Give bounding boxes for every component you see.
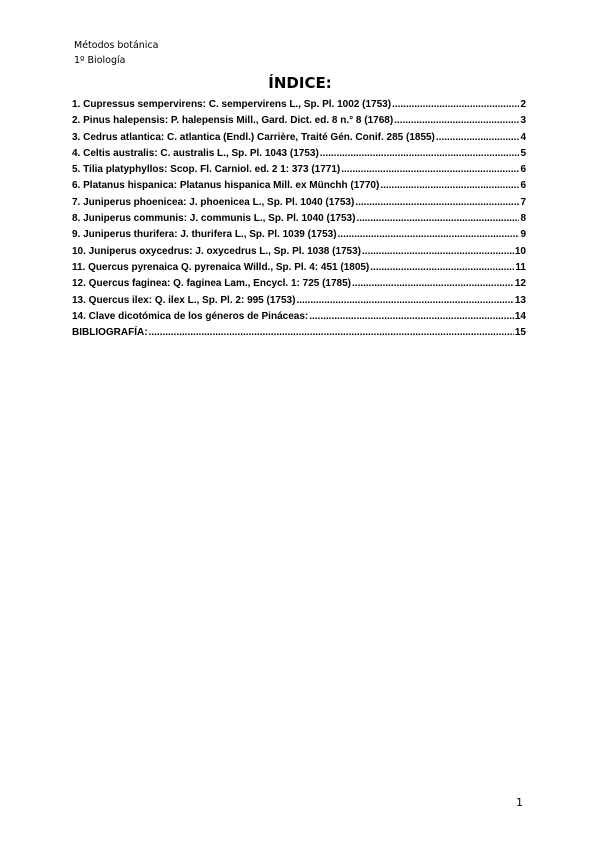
toc-entry-page: 4 [520, 131, 526, 143]
toc-entry-text: 1. Cupressus sempervirens: C. sempervirens L., Sp. Pl. 1002 (1753) [72, 99, 392, 110]
toc-entry[interactable] [72, 309, 526, 325]
toc-entry-page: 14 [514, 310, 526, 322]
toc-dot-leader [394, 113, 519, 129]
toc-entry-page: 5 [520, 147, 526, 159]
toc-dot-leader [355, 195, 519, 211]
toc-entry[interactable] [72, 97, 526, 113]
toc-entry-page: 8 [520, 213, 526, 225]
toc-dot-leader [338, 227, 520, 243]
document-header [74, 38, 158, 68]
toc-entry-page: 6 [520, 180, 526, 192]
toc-dot-leader [296, 293, 513, 309]
toc-entry-text: 7. Juniperus phoenicea: J. phoenicea L., Sp. Pl. 1040 (1753) [72, 196, 355, 208]
toc-entry-page: 3 [520, 115, 526, 127]
toc-entry-text: 5. Tilia platyphyllos: Scop. Fl. Carniol. ed. 2 1: 373 (1771) [72, 164, 341, 176]
toc-entry-text: 11. Quercus pyrenaica Q. pyrenaica Willd., Sp. Pl. 4: 451 (1805) [72, 261, 370, 273]
toc-entry-text: 6. Platanus hispanica: Platanus hispanica Mill. ex Münchh (1770) [72, 180, 380, 192]
toc-dot-leader [309, 309, 514, 325]
toc-entry-page: 10 [514, 245, 526, 257]
toc-dot-leader [370, 260, 514, 276]
toc-dot-leader [356, 211, 519, 227]
toc-dot-leader [392, 97, 519, 113]
toc-entry-page: 12 [514, 278, 526, 290]
toc-entry-page: 15 [514, 327, 526, 339]
toc-entry-text: 9. Juniperus thurifera: J. thurifera L., Sp. Pl. 1039 (1753) [72, 229, 337, 241]
toc-entry-page: 2 [520, 99, 526, 110]
toc-entry-page: 6 [520, 164, 526, 176]
toc-entry-text: BIBLIOGRAFÍA: [72, 327, 148, 339]
toc-entry-page: 9 [520, 229, 526, 241]
toc-dot-leader [352, 276, 514, 292]
toc-dot-leader [380, 178, 519, 194]
toc-dot-leader [436, 130, 520, 146]
toc-entry-text: 10. Juniperus oxycedrus: J. oxycedrus L., Sp. Pl. 1038 (1753) [72, 245, 362, 257]
toc-entry-text: 2. Pinus halepensis: P. halepensis Mill., Gard. Dict. ed. 8 n.° 8 (1768) [72, 115, 394, 127]
toc-entry-text: 14. Clave dicotómica de los géneros de Pináceas: [72, 310, 309, 322]
toc-entry-page: 13 [514, 294, 526, 306]
table-of-contents [72, 97, 526, 341]
page-number: 1 [516, 796, 523, 809]
header-subject: Métodos botánica [74, 40, 159, 51]
toc-entry[interactable] [72, 227, 526, 243]
toc-entry[interactable] [72, 211, 526, 227]
toc-entry-page: 11 [515, 261, 526, 273]
toc-dot-leader [149, 325, 514, 341]
toc-entry[interactable] [72, 244, 526, 260]
toc-entry-text: 13. Quercus ilex: Q. ilex L., Sp. Pl. 2: 995 (1753) [72, 294, 296, 306]
toc-entry-text: 12. Quercus faginea: Q. faginea Lam., Encycl. 1: 725 (1785) [72, 278, 352, 290]
toc-entry-page: 7 [520, 196, 526, 208]
toc-entry[interactable] [72, 260, 526, 276]
toc-entry[interactable] [72, 195, 526, 211]
toc-entry[interactable] [72, 293, 526, 309]
toc-entry-text: 3. Cedrus atlantica: C. atlantica (Endl.) Carrière, Traité Gén. Conif. 285 (1855) [72, 131, 435, 143]
toc-entry[interactable] [72, 162, 526, 178]
toc-entry[interactable] [72, 146, 526, 162]
toc-dot-leader [320, 146, 520, 162]
toc-entry-text: 4. Celtis australis: C. australis L., Sp. Pl. 1043 (1753) [72, 147, 319, 159]
toc-dot-leader [362, 244, 514, 260]
toc-entry-bibliography[interactable] [72, 325, 526, 341]
toc-entry[interactable] [72, 130, 526, 146]
toc-entry[interactable] [72, 178, 526, 194]
toc-dot-leader [341, 162, 519, 178]
header-course: 1º Biología [74, 55, 126, 66]
toc-entry-text: 8. Juniperus communis: J. communis L., Sp. Pl. 1040 (1753) [72, 213, 356, 225]
index-title: ÍNDICE: [268, 74, 332, 92]
toc-entry[interactable] [72, 276, 526, 292]
toc-entry[interactable] [72, 113, 526, 129]
